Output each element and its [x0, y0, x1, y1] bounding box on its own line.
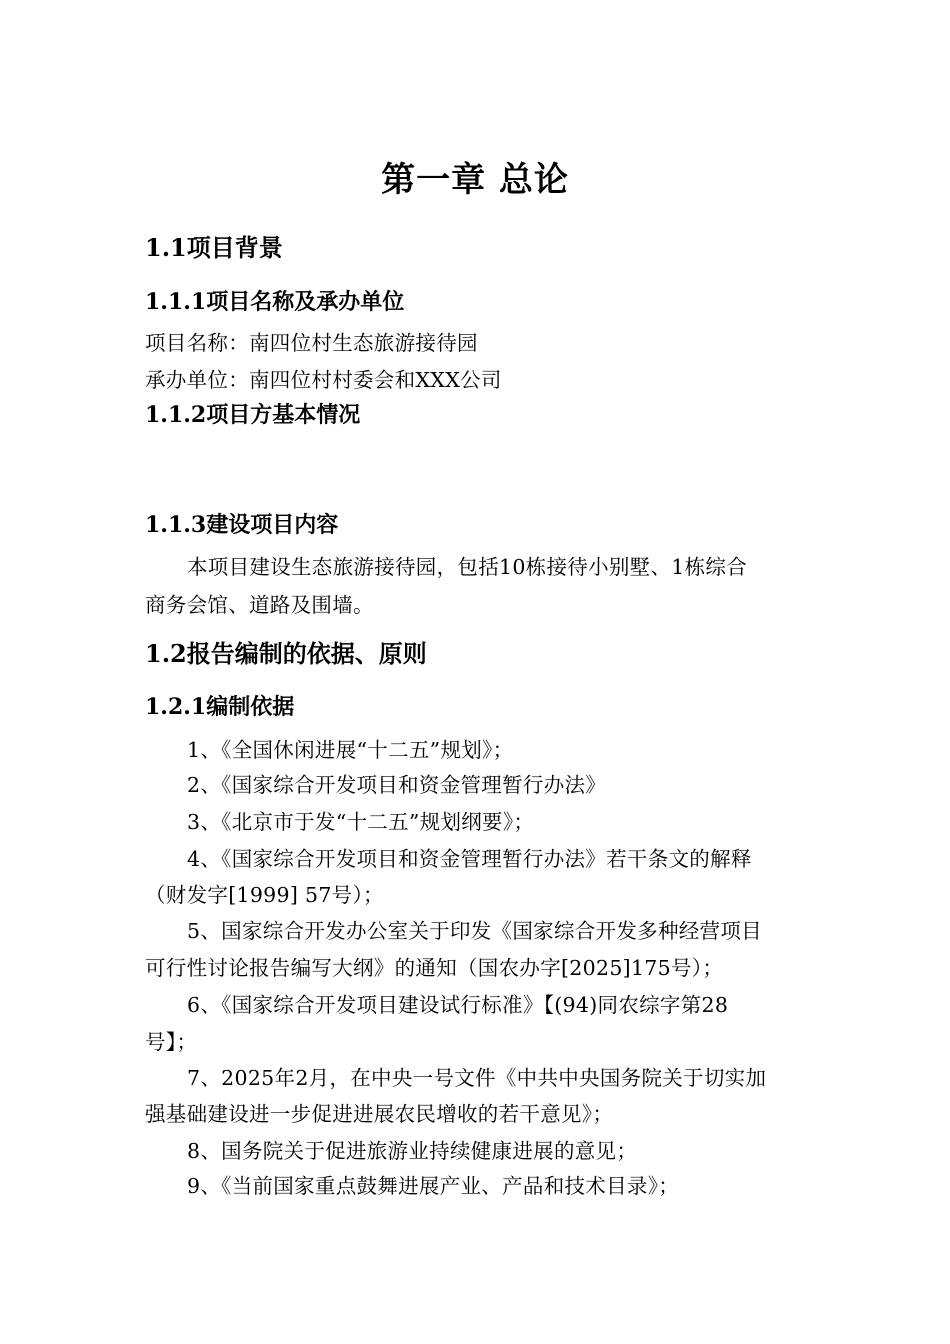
basis-item-1: 1、《全国休闲进展“十二五”规划》； [187, 738, 514, 762]
basis-item-7-line-2: 强基础建设进一步促进进展农民增收的若干意见》； [145, 1102, 614, 1126]
chapter-title: 第一章 总论 [381, 160, 569, 200]
basis-item-4-line-2: （财发字[1999] 57号）； [145, 883, 384, 907]
basis-item-9: 9、《当前国家重点鼓舞进展产业、产品和技术目录》； [187, 1174, 680, 1198]
heading-1-1-2: 1.1.2项目方基本情况 [145, 402, 361, 428]
basis-item-8: 8、国务院关于促进旅游业持续健康进展的意见； [187, 1139, 638, 1163]
heading-1-1-1: 1.1.1项目名称及承办单位 [145, 289, 405, 315]
content-paragraph-line-1: 本项目建设生态旅游接待园，包括10栋接待小别墅、1栋综合 [187, 555, 748, 579]
basis-item-2: 2、《国家综合开发项目和资金管理暂行办法》 [187, 773, 607, 797]
heading-1-1: 1.1项目背景 [145, 233, 283, 262]
basis-item-6-line-2: 号】； [145, 1030, 198, 1054]
heading-1-2: 1.2报告编制的依据、原则 [145, 639, 427, 668]
heading-1-1-3: 1.1.3建设项目内容 [145, 512, 339, 538]
organizer-line: 承办单位：南四位村村委会和XXX公司 [145, 368, 502, 392]
basis-item-5-line-1: 5、国家综合开发办公室关于印发《国家综合开发多种经营项目 [187, 919, 762, 943]
basis-item-5-line-2: 可行性讨论报告编写大纲》的通知（国农办字[2025]175号）； [145, 956, 724, 980]
basis-item-7-line-1: 7、2025年2月，在中央一号文件《中共中央国务院关于切实加 [187, 1066, 767, 1090]
basis-item-4-line-1: 4、《国家综合开发项目和资金管理暂行办法》若干条文的解释 [187, 847, 752, 871]
content-paragraph-line-2: 商务会馆、道路及围墙。 [145, 593, 374, 617]
heading-1-2-1: 1.2.1编制依据 [145, 694, 295, 720]
basis-item-6-line-1: 6、《国家综合开发项目建设试行标准》【(94)同农综字第28 [187, 993, 729, 1017]
basis-item-3: 3、《北京市于发“十二五”规划纲要》； [187, 810, 535, 834]
project-name-line: 项目名称：南四位村生态旅游接待园 [145, 331, 478, 355]
